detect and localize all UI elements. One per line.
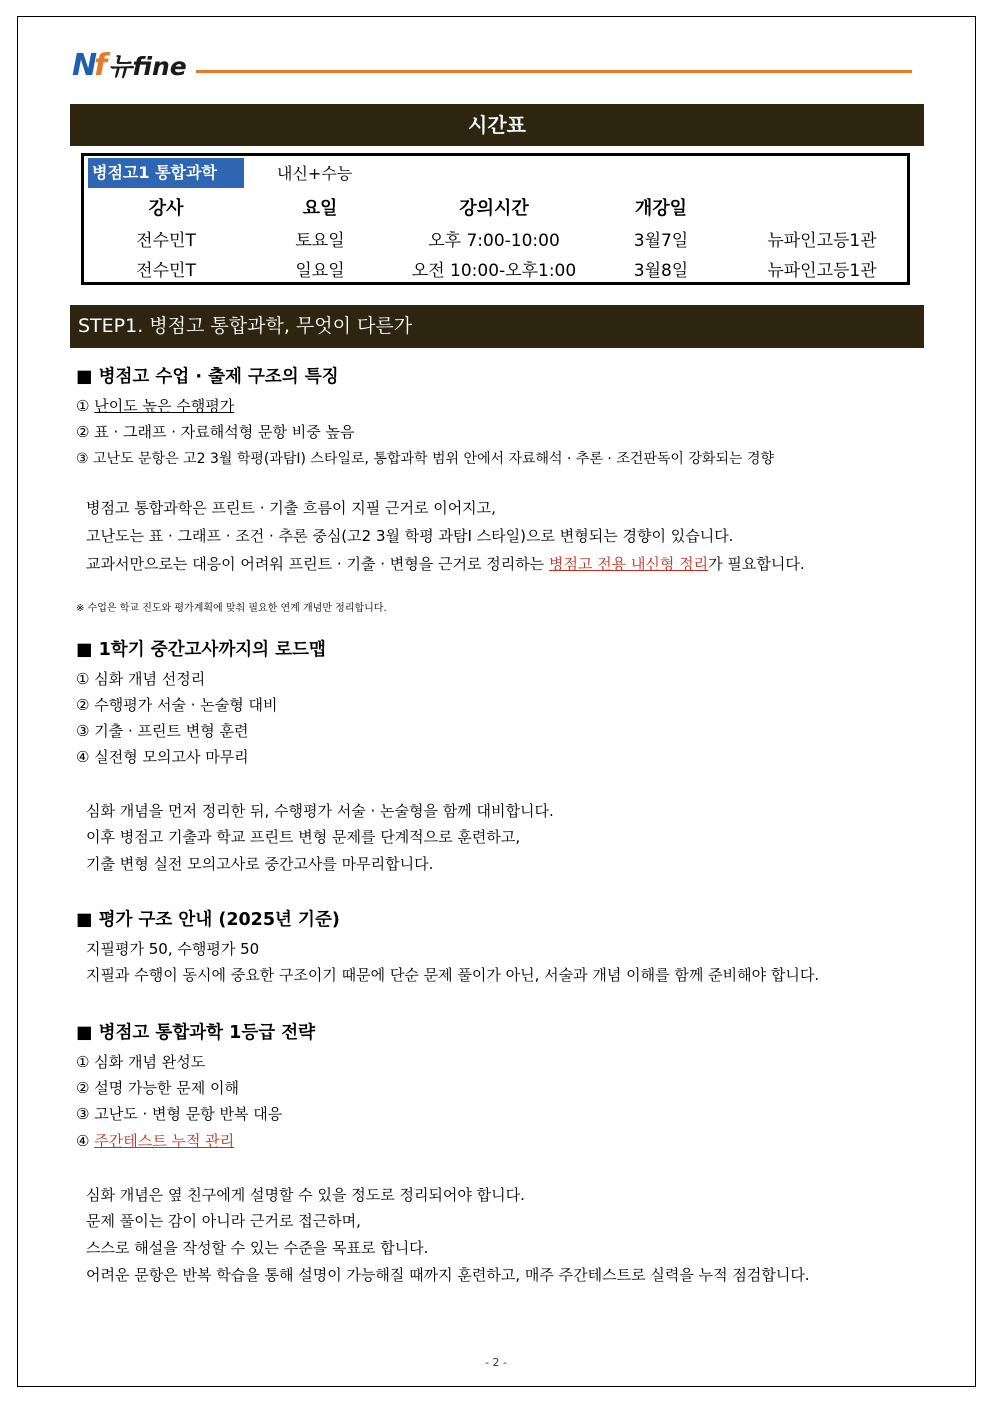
list-item: ③ 기출 · 프린트 변형 훈련 xyxy=(76,722,249,740)
cell-start: 3월8일 xyxy=(633,261,689,281)
header-rule xyxy=(196,70,912,73)
list-item: ① 심화 개념 선정리 xyxy=(76,670,206,688)
cell-teacher: 전수민T xyxy=(136,261,196,281)
list-item: ② 수행평가 서술 · 논술형 대비 xyxy=(76,696,278,714)
paragraph-line: 기출 변형 실전 모의고사로 중간고사를 마무리합니다. xyxy=(86,855,434,873)
list-item: ④ 주간테스트 누적 관리 xyxy=(76,1132,235,1150)
header-day: 요일 xyxy=(302,198,338,219)
cell-time: 오후 7:00-10:00 xyxy=(428,231,560,251)
cell-day: 일요일 xyxy=(295,261,345,281)
list-item: ② 설명 가능한 문제 이해 xyxy=(76,1079,239,1097)
cell-location: 뉴파인고등1관 xyxy=(767,231,877,251)
cell-start: 3월7일 xyxy=(633,231,689,251)
list-item: ③ 고난도 · 변형 문항 반복 대응 xyxy=(76,1105,283,1123)
paragraph-line: 어려운 문항은 반복 학습을 통해 설명이 가능해질 때까지 훈련하고, 매주 주간테스트로 실력을 누적 점검합니다. xyxy=(86,1266,810,1284)
section-heading: ■ 평가 구조 안내 (2025년 기준) xyxy=(76,910,340,930)
section-heading: ■ 병점고 수업 · 출제 구조의 특징 xyxy=(76,367,339,387)
course-tag: 병점고1 통합과학 xyxy=(88,158,244,188)
paragraph-line: 스스로 해설을 작성할 수 있는 수준을 목표로 합니다. xyxy=(86,1239,429,1257)
paragraph-line: 심화 개념을 먼저 정리한 뒤, 수행평가 서술 · 논술형을 함께 대비합니다. xyxy=(86,802,554,820)
step1-title-bar: STEP1. 병점고 통합과학, 무엇이 다른가 xyxy=(70,305,924,348)
paragraph-line: 문제 풀이는 감이 아니라 근거로 접근하며, xyxy=(86,1212,361,1230)
cell-day: 토요일 xyxy=(295,231,345,251)
logo-text: 뉴fine xyxy=(108,52,187,81)
cell-time: 오전 10:00-오후1:00 xyxy=(411,261,577,281)
header-start: 개강일 xyxy=(634,198,688,219)
list-item: ④ 실전형 모의고사 마무리 xyxy=(76,748,249,766)
paragraph-line: 이후 병점고 기출과 학교 프린트 변형 문제를 단계적으로 훈련하고, xyxy=(86,828,521,846)
schedule-table xyxy=(81,153,910,285)
section-heading: ■ 병점고 통합과학 1등급 전략 xyxy=(76,1023,316,1043)
header-teacher: 강사 xyxy=(148,198,184,219)
cell-teacher: 전수민T xyxy=(136,231,196,251)
list-item: ③ 고난도 문항은 고2 3월 학평(과탐Ⅰ) 스타일로, 통합과학 범위 안에서 자료해석 · 추론 · 조건판독이 강화되는 경향 xyxy=(76,451,774,467)
cell-location: 뉴파인고등1관 xyxy=(767,261,877,281)
list-item: ① 난이도 높은 수행평가 xyxy=(76,397,235,415)
section-heading: ■ 1학기 중간고사까지의 로드맵 xyxy=(76,640,326,660)
paragraph-line: 지필평가 50, 수행평가 50 xyxy=(86,940,260,958)
schedule-title-bar: 시간표 xyxy=(70,104,924,146)
course-type: 내신+수능 xyxy=(277,164,353,183)
paragraph-line: 지필과 수행이 동시에 중요한 구조이기 때문에 단순 문제 풀이가 아닌, 서술과 개념 이해를 함께 준비해야 합니다. xyxy=(86,966,820,984)
header-time: 강의시간 xyxy=(459,198,529,219)
paragraph-line: 심화 개념은 옆 친구에게 설명할 수 있을 정도로 정리되어야 합니다. xyxy=(86,1186,525,1204)
logo xyxy=(72,46,187,82)
footnote: ※ 수업은 학교 진도와 평가계획에 맞춰 필요한 연계 개념만 정리합니다. xyxy=(76,603,387,614)
highlight-text: 주간테스트 누적 관리 xyxy=(94,1132,235,1150)
paragraph-line: 교과서만으로는 대응이 어려워 프린트 · 기출 · 변형을 근거로 정리하는 병점고 전용 내신형 정리가 필요합니다. xyxy=(86,555,805,573)
list-item: ① 심화 개념 완성도 xyxy=(76,1053,206,1071)
highlight-text: 병점고 전용 내신형 정리 xyxy=(548,555,709,573)
logo-mark-icon: Nf xyxy=(72,48,105,83)
page-number: - 2 - xyxy=(485,1356,507,1369)
paragraph-line: 고난도는 표 · 그래프 · 조건 · 추론 중심(고2 3월 학평 과탐Ⅰ 스타일)으로 변형되는 경향이 있습니다. xyxy=(86,527,734,545)
list-item: ② 표 · 그래프 · 자료해석형 문항 비중 높음 xyxy=(76,423,355,441)
paragraph-line: 병점고 통합과학은 프린트 · 기출 흐름이 지필 근거로 이어지고, xyxy=(86,499,496,517)
